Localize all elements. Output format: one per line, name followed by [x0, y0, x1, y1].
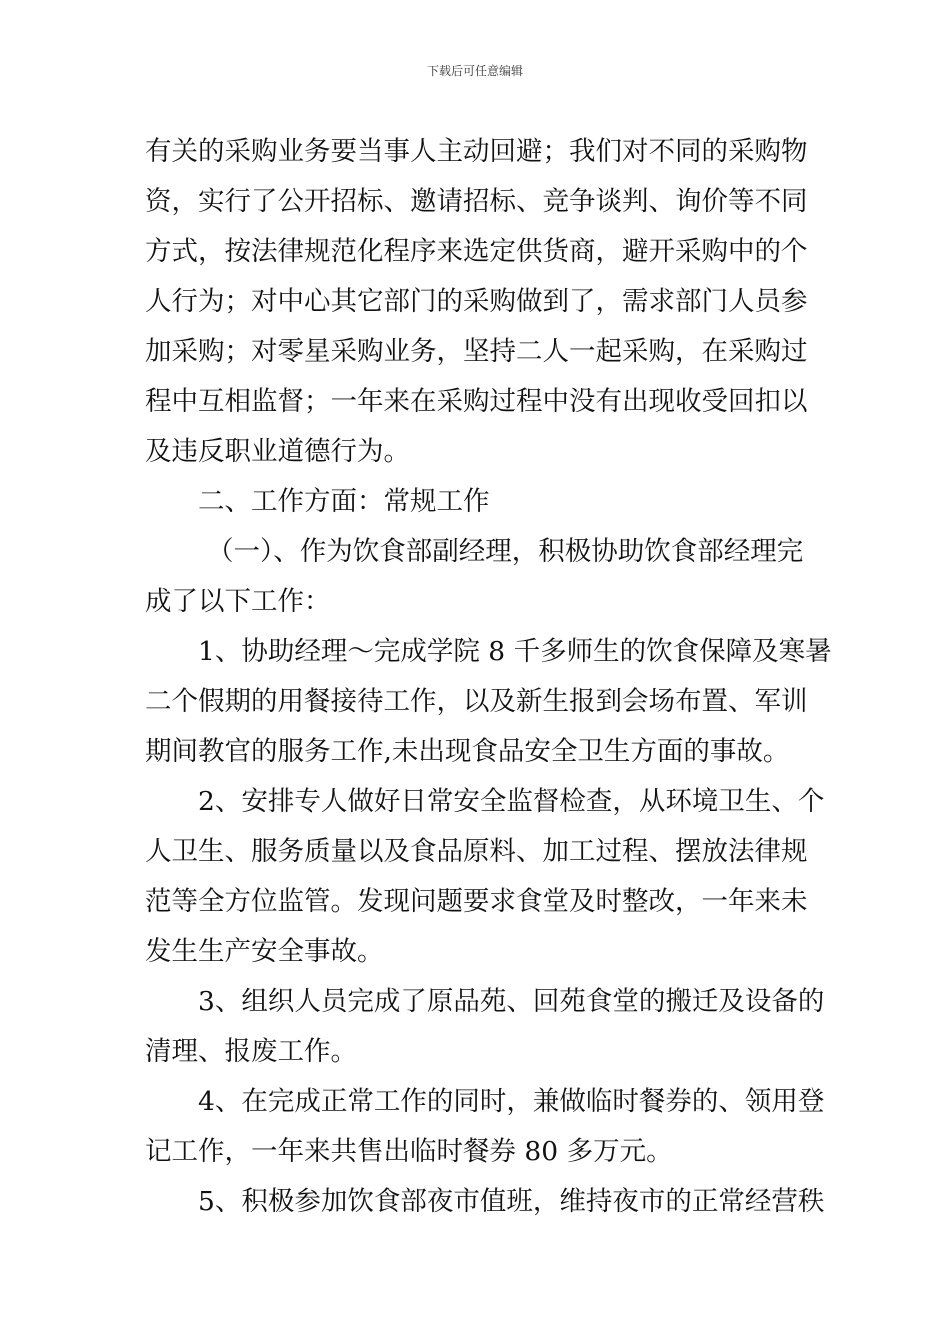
- list-item-start: 1、协助经理～完成学院 8 千多师生的饮食保障及寒暑: [198, 636, 832, 667]
- document-body: [145, 127, 832, 1227]
- text-line: 人卫生、服务质量以及食品原料、加工过程、摆放法律规: [145, 836, 808, 867]
- text-line: 发生生产安全事故。: [145, 936, 384, 967]
- text-line: 二个假期的用餐接待工作，以及新生报到会场布置、军训: [145, 686, 808, 717]
- text-line: 及违反职业道德行为。: [145, 436, 410, 467]
- text-line: 程中互相监督；一年来在采购过程中没有出现收受回扣以: [145, 386, 808, 417]
- page-header: 下载后可任意编辑: [426, 64, 523, 78]
- text-line: 方式，按法律规范化程序来选定供货商，避开采购中的个: [145, 236, 808, 267]
- section-heading: 二、工作方面：常规工作: [198, 486, 490, 517]
- text-line: 资，实行了公开招标、邀请招标、竞争谈判、询价等不同: [145, 186, 808, 217]
- text-line: 有关的采购业务要当事人主动回避；我们对不同的采购物: [145, 136, 808, 167]
- text-line: 范等全方位监管。发现问题要求食堂及时整改，一年来未: [145, 886, 808, 917]
- text-line: 记工作，一年来共售出临时餐券 80 多万元。: [145, 1136, 673, 1167]
- text-line: 清理、报废工作。: [145, 1036, 357, 1067]
- list-item-start: 2、安排专人做好日常安全监督检查，从环境卫生、个: [198, 786, 825, 817]
- text-line: 加采购；对零星采购业务，坚持二人一起采购，在采购过: [145, 336, 808, 367]
- list-item-start: 3、组织人员完成了原品苑、回苑食堂的搬迁及设备的: [198, 986, 825, 1017]
- text-line: 成了以下工作：: [145, 586, 331, 617]
- list-item-start: 4、在完成正常工作的同时，兼做临时餐券的、领用登: [198, 1086, 825, 1117]
- subsection-heading: （一）、作为饮食部副经理，积极协助饮食部经理完: [207, 536, 804, 567]
- text-line: 人行为；对中心其它部门的采购做到了，需求部门人员参: [145, 286, 808, 317]
- text-line: 期间教官的服务工作,未出现食品安全卫生方面的事故。: [145, 736, 790, 767]
- list-item-start: 5、积极参加饮食部夜市值班，维持夜市的正常经营秩: [198, 1186, 825, 1217]
